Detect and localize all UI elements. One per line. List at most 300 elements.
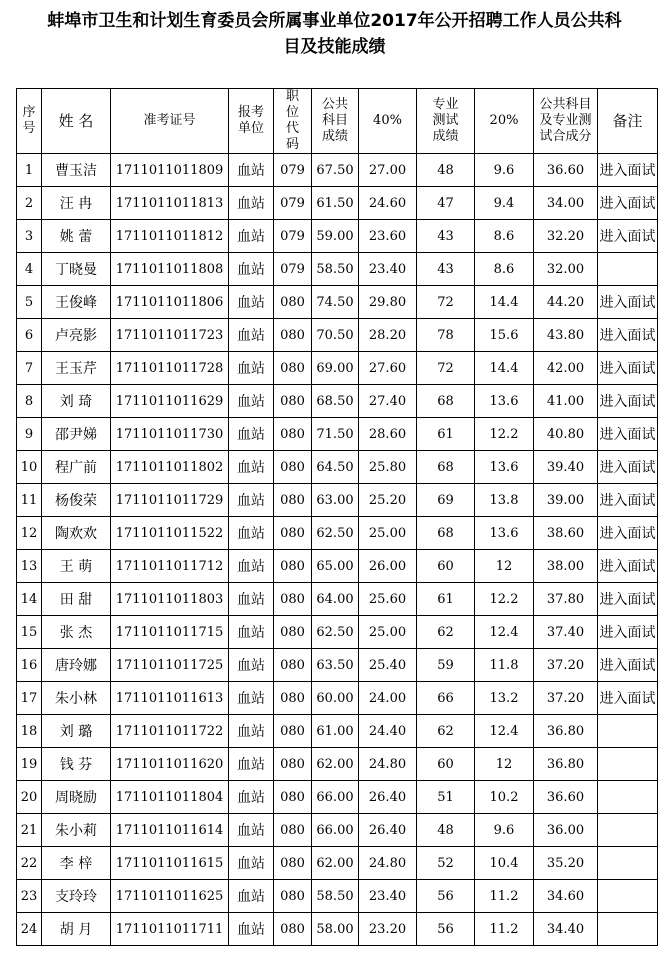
title-line-2: 目及技能成绩 (283, 37, 386, 57)
cell-public-score: 60.00 (312, 682, 359, 715)
cell-pct20: 9.6 (475, 154, 534, 187)
cell-pct20: 11.2 (475, 880, 534, 913)
cell-pct20: 14.4 (475, 286, 534, 319)
cell-remark: 进入面试 (598, 187, 658, 220)
cell-seq: 3 (17, 220, 42, 253)
cell-total: 37.40 (534, 616, 598, 649)
cell-pct20: 13.6 (475, 517, 534, 550)
table-row (17, 880, 658, 913)
cell-post: 079 (274, 253, 312, 286)
cell-pct40: 29.80 (359, 286, 417, 319)
table-row (17, 517, 658, 550)
cell-exam-no: 1711011011802 (111, 451, 229, 484)
cell-seq: 19 (17, 748, 42, 781)
cell-name: 朱小莉 (42, 814, 111, 847)
cell-name: 程广前 (42, 451, 111, 484)
cell-name: 胡 月 (42, 913, 111, 946)
cell-exam-no: 1711011011723 (111, 319, 229, 352)
cell-public-score: 63.00 (312, 484, 359, 517)
cell-public-score: 74.50 (312, 286, 359, 319)
cell-pct40: 23.40 (359, 253, 417, 286)
cell-post: 080 (274, 682, 312, 715)
cell-skill-score: 78 (417, 319, 475, 352)
cell-total: 34.00 (534, 187, 598, 220)
cell-skill-score: 72 (417, 352, 475, 385)
cell-pct20: 9.6 (475, 814, 534, 847)
cell-seq: 23 (17, 880, 42, 913)
table-row (17, 814, 658, 847)
cell-skill-score: 56 (417, 880, 475, 913)
cell-remark: 进入面试 (598, 154, 658, 187)
cell-total: 40.80 (534, 418, 598, 451)
cell-unit: 血站 (229, 154, 274, 187)
cell-post: 080 (274, 286, 312, 319)
cell-public-score: 64.50 (312, 451, 359, 484)
cell-unit: 血站 (229, 286, 274, 319)
cell-pct20: 13.8 (475, 484, 534, 517)
cell-name: 邵尹娣 (42, 418, 111, 451)
cell-name: 田 甜 (42, 583, 111, 616)
cell-pct20: 13.6 (475, 451, 534, 484)
cell-skill-score: 43 (417, 253, 475, 286)
cell-remark (598, 253, 658, 286)
cell-seq: 4 (17, 253, 42, 286)
cell-pct40: 25.00 (359, 616, 417, 649)
header-name: 姓 名 (42, 89, 111, 154)
cell-seq: 5 (17, 286, 42, 319)
cell-post: 080 (274, 715, 312, 748)
cell-public-score: 61.50 (312, 187, 359, 220)
cell-post: 079 (274, 154, 312, 187)
cell-exam-no: 1711011011711 (111, 913, 229, 946)
table-row (17, 748, 658, 781)
cell-unit: 血站 (229, 319, 274, 352)
cell-seq: 16 (17, 649, 42, 682)
cell-pct40: 24.80 (359, 847, 417, 880)
cell-post: 080 (274, 814, 312, 847)
cell-pct20: 12.4 (475, 715, 534, 748)
cell-total: 38.00 (534, 550, 598, 583)
cell-total: 34.60 (534, 880, 598, 913)
cell-name: 李 梓 (42, 847, 111, 880)
table-row (17, 220, 658, 253)
cell-name: 唐玲娜 (42, 649, 111, 682)
cell-exam-no: 1711011011804 (111, 781, 229, 814)
cell-pct40: 25.80 (359, 451, 417, 484)
cell-pct20: 8.6 (475, 253, 534, 286)
cell-exam-no: 1711011011729 (111, 484, 229, 517)
header-post: 职位代码 (274, 89, 312, 154)
header-row (17, 89, 658, 154)
table-row (17, 319, 658, 352)
cell-post: 080 (274, 352, 312, 385)
cell-remark (598, 880, 658, 913)
cell-pct20: 12 (475, 748, 534, 781)
table-row (17, 649, 658, 682)
table-row (17, 913, 658, 946)
cell-seq: 9 (17, 418, 42, 451)
cell-post: 079 (274, 220, 312, 253)
cell-pct40: 24.40 (359, 715, 417, 748)
cell-public-score: 63.50 (312, 649, 359, 682)
cell-total: 37.80 (534, 583, 598, 616)
cell-remark (598, 715, 658, 748)
title-line-1: 蚌埠市卫生和计划生育委员会所属事业单位2017年公开招聘工作人员公共科 (47, 11, 622, 31)
cell-total: 39.00 (534, 484, 598, 517)
cell-pct40: 25.00 (359, 517, 417, 550)
cell-exam-no: 1711011011808 (111, 253, 229, 286)
cell-remark: 进入面试 (598, 352, 658, 385)
cell-skill-score: 47 (417, 187, 475, 220)
cell-pct20: 12.4 (475, 616, 534, 649)
cell-post: 080 (274, 847, 312, 880)
cell-skill-score: 51 (417, 781, 475, 814)
cell-public-score: 66.00 (312, 781, 359, 814)
cell-pct40: 27.00 (359, 154, 417, 187)
cell-total: 36.80 (534, 748, 598, 781)
cell-exam-no: 1711011011615 (111, 847, 229, 880)
cell-unit: 血站 (229, 583, 274, 616)
cell-unit: 血站 (229, 814, 274, 847)
cell-remark: 进入面试 (598, 649, 658, 682)
cell-unit: 血站 (229, 748, 274, 781)
cell-name: 张 杰 (42, 616, 111, 649)
cell-seq: 1 (17, 154, 42, 187)
cell-total: 36.60 (534, 154, 598, 187)
table-row (17, 682, 658, 715)
cell-skill-score: 59 (417, 649, 475, 682)
cell-pct40: 25.20 (359, 484, 417, 517)
cell-pct20: 11.2 (475, 913, 534, 946)
cell-pct20: 12 (475, 550, 534, 583)
cell-remark (598, 748, 658, 781)
cell-name: 刘 璐 (42, 715, 111, 748)
cell-name: 周晓励 (42, 781, 111, 814)
cell-remark: 进入面试 (598, 418, 658, 451)
cell-post: 080 (274, 781, 312, 814)
cell-exam-no: 1711011011806 (111, 286, 229, 319)
cell-seq: 17 (17, 682, 42, 715)
cell-post: 080 (274, 484, 312, 517)
cell-seq: 7 (17, 352, 42, 385)
cell-exam-no: 1711011011625 (111, 880, 229, 913)
cell-seq: 15 (17, 616, 42, 649)
header-skill-score: 专业测试成绩 (417, 89, 475, 154)
cell-total: 34.40 (534, 913, 598, 946)
cell-total: 44.20 (534, 286, 598, 319)
cell-unit: 血站 (229, 781, 274, 814)
cell-skill-score: 48 (417, 814, 475, 847)
cell-post: 080 (274, 517, 312, 550)
cell-seq: 10 (17, 451, 42, 484)
cell-post: 080 (274, 616, 312, 649)
cell-name: 丁晓曼 (42, 253, 111, 286)
cell-pct20: 8.6 (475, 220, 534, 253)
cell-remark: 进入面试 (598, 550, 658, 583)
cell-post: 080 (274, 550, 312, 583)
cell-pct20: 10.2 (475, 781, 534, 814)
cell-skill-score: 62 (417, 616, 475, 649)
cell-seq: 11 (17, 484, 42, 517)
cell-pct40: 25.40 (359, 649, 417, 682)
cell-remark (598, 913, 658, 946)
cell-unit: 血站 (229, 847, 274, 880)
cell-public-score: 66.00 (312, 814, 359, 847)
cell-skill-score: 61 (417, 583, 475, 616)
cell-skill-score: 68 (417, 517, 475, 550)
cell-name: 朱小林 (42, 682, 111, 715)
cell-pct40: 27.40 (359, 385, 417, 418)
cell-name: 卢亮影 (42, 319, 111, 352)
cell-unit: 血站 (229, 682, 274, 715)
cell-name: 钱 芬 (42, 748, 111, 781)
cell-exam-no: 1711011011620 (111, 748, 229, 781)
cell-pct40: 23.40 (359, 880, 417, 913)
cell-pct40: 24.80 (359, 748, 417, 781)
table-header (17, 89, 658, 154)
header-pct40: 40% (359, 89, 417, 154)
table-row (17, 154, 658, 187)
table-row (17, 583, 658, 616)
cell-public-score: 64.00 (312, 583, 359, 616)
scores-table (16, 88, 658, 946)
cell-exam-no: 1711011011614 (111, 814, 229, 847)
cell-pct20: 11.8 (475, 649, 534, 682)
cell-total: 36.80 (534, 715, 598, 748)
cell-pct40: 26.00 (359, 550, 417, 583)
cell-pct40: 24.00 (359, 682, 417, 715)
cell-seq: 20 (17, 781, 42, 814)
cell-remark: 进入面试 (598, 484, 658, 517)
cell-seq: 21 (17, 814, 42, 847)
table-row (17, 286, 658, 319)
cell-total: 39.40 (534, 451, 598, 484)
header-seq: 序号 (17, 89, 42, 154)
cell-unit: 血站 (229, 451, 274, 484)
cell-post: 079 (274, 187, 312, 220)
cell-exam-no: 1711011011715 (111, 616, 229, 649)
cell-unit: 血站 (229, 253, 274, 286)
cell-total: 32.20 (534, 220, 598, 253)
cell-skill-score: 56 (417, 913, 475, 946)
cell-post: 080 (274, 583, 312, 616)
cell-public-score: 69.00 (312, 352, 359, 385)
cell-remark (598, 847, 658, 880)
header-remark: 备注 (598, 89, 658, 154)
table-body (17, 154, 658, 946)
cell-public-score: 67.50 (312, 154, 359, 187)
cell-skill-score: 48 (417, 154, 475, 187)
cell-exam-no: 1711011011803 (111, 583, 229, 616)
cell-post: 080 (274, 913, 312, 946)
cell-exam-no: 1711011011812 (111, 220, 229, 253)
cell-public-score: 65.00 (312, 550, 359, 583)
cell-unit: 血站 (229, 517, 274, 550)
cell-pct20: 9.4 (475, 187, 534, 220)
cell-exam-no: 1711011011522 (111, 517, 229, 550)
cell-total: 37.20 (534, 682, 598, 715)
cell-name: 王玉芹 (42, 352, 111, 385)
cell-remark: 进入面试 (598, 451, 658, 484)
cell-total: 37.20 (534, 649, 598, 682)
cell-name: 刘 琦 (42, 385, 111, 418)
cell-public-score: 58.50 (312, 253, 359, 286)
table-row (17, 451, 658, 484)
cell-unit: 血站 (229, 187, 274, 220)
cell-name: 王 萌 (42, 550, 111, 583)
cell-seq: 18 (17, 715, 42, 748)
table-row (17, 616, 658, 649)
cell-post: 080 (274, 418, 312, 451)
cell-skill-score: 61 (417, 418, 475, 451)
cell-pct20: 15.6 (475, 319, 534, 352)
cell-public-score: 62.50 (312, 616, 359, 649)
table-row (17, 418, 658, 451)
table-row (17, 550, 658, 583)
cell-seq: 13 (17, 550, 42, 583)
cell-skill-score: 60 (417, 748, 475, 781)
cell-exam-no: 1711011011613 (111, 682, 229, 715)
header-unit: 报考单位 (229, 89, 274, 154)
cell-pct20: 12.2 (475, 418, 534, 451)
cell-seq: 6 (17, 319, 42, 352)
table-row (17, 715, 658, 748)
cell-skill-score: 66 (417, 682, 475, 715)
cell-unit: 血站 (229, 880, 274, 913)
cell-seq: 8 (17, 385, 42, 418)
cell-remark: 进入面试 (598, 583, 658, 616)
cell-remark: 进入面试 (598, 517, 658, 550)
cell-seq: 2 (17, 187, 42, 220)
document-title (0, 0, 669, 76)
cell-pct40: 27.60 (359, 352, 417, 385)
cell-name: 王俊峰 (42, 286, 111, 319)
header-total: 公共科目及专业测试合成分 (534, 89, 598, 154)
cell-remark (598, 781, 658, 814)
header-exam-no: 准考证号 (111, 89, 229, 154)
cell-exam-no: 1711011011725 (111, 649, 229, 682)
cell-unit: 血站 (229, 418, 274, 451)
cell-exam-no: 1711011011629 (111, 385, 229, 418)
cell-pct40: 23.20 (359, 913, 417, 946)
table-row (17, 781, 658, 814)
cell-seq: 14 (17, 583, 42, 616)
cell-seq: 12 (17, 517, 42, 550)
cell-total: 35.20 (534, 847, 598, 880)
cell-remark: 进入面试 (598, 220, 658, 253)
cell-name: 姚 蕾 (42, 220, 111, 253)
cell-post: 080 (274, 385, 312, 418)
cell-post: 080 (274, 748, 312, 781)
cell-unit: 血站 (229, 715, 274, 748)
cell-exam-no: 1711011011730 (111, 418, 229, 451)
cell-public-score: 58.50 (312, 880, 359, 913)
cell-skill-score: 60 (417, 550, 475, 583)
cell-total: 36.60 (534, 781, 598, 814)
cell-skill-score: 69 (417, 484, 475, 517)
cell-pct40: 25.60 (359, 583, 417, 616)
cell-pct40: 26.40 (359, 814, 417, 847)
cell-skill-score: 72 (417, 286, 475, 319)
cell-total: 36.00 (534, 814, 598, 847)
cell-pct20: 14.4 (475, 352, 534, 385)
cell-post: 080 (274, 880, 312, 913)
cell-remark: 进入面试 (598, 682, 658, 715)
cell-name: 杨俊荣 (42, 484, 111, 517)
cell-exam-no: 1711011011813 (111, 187, 229, 220)
cell-unit: 血站 (229, 220, 274, 253)
table-row (17, 187, 658, 220)
cell-pct20: 13.6 (475, 385, 534, 418)
cell-pct40: 28.20 (359, 319, 417, 352)
cell-name: 陶欢欢 (42, 517, 111, 550)
table-row (17, 847, 658, 880)
cell-public-score: 62.00 (312, 748, 359, 781)
cell-total: 32.00 (534, 253, 598, 286)
cell-exam-no: 1711011011809 (111, 154, 229, 187)
cell-public-score: 58.00 (312, 913, 359, 946)
cell-total: 43.80 (534, 319, 598, 352)
cell-unit: 血站 (229, 550, 274, 583)
cell-unit: 血站 (229, 616, 274, 649)
cell-total: 38.60 (534, 517, 598, 550)
cell-public-score: 62.00 (312, 847, 359, 880)
table-row (17, 385, 658, 418)
table-row (17, 352, 658, 385)
cell-total: 41.00 (534, 385, 598, 418)
cell-pct40: 26.40 (359, 781, 417, 814)
cell-unit: 血站 (229, 484, 274, 517)
table-row (17, 253, 658, 286)
cell-pct20: 12.2 (475, 583, 534, 616)
header-pct20: 20% (475, 89, 534, 154)
cell-name: 曹玉洁 (42, 154, 111, 187)
cell-pct40: 28.60 (359, 418, 417, 451)
cell-remark: 进入面试 (598, 319, 658, 352)
cell-remark: 进入面试 (598, 286, 658, 319)
cell-seq: 24 (17, 913, 42, 946)
cell-exam-no: 1711011011722 (111, 715, 229, 748)
cell-name: 汪 冉 (42, 187, 111, 220)
cell-unit: 血站 (229, 352, 274, 385)
cell-name: 支玲玲 (42, 880, 111, 913)
cell-pct40: 23.60 (359, 220, 417, 253)
cell-total: 42.00 (534, 352, 598, 385)
cell-unit: 血站 (229, 913, 274, 946)
cell-remark (598, 814, 658, 847)
cell-pct20: 13.2 (475, 682, 534, 715)
cell-pct20: 10.4 (475, 847, 534, 880)
cell-remark: 进入面试 (598, 385, 658, 418)
cell-skill-score: 43 (417, 220, 475, 253)
cell-post: 080 (274, 451, 312, 484)
cell-exam-no: 1711011011728 (111, 352, 229, 385)
cell-public-score: 71.50 (312, 418, 359, 451)
cell-seq: 22 (17, 847, 42, 880)
cell-unit: 血站 (229, 385, 274, 418)
cell-skill-score: 52 (417, 847, 475, 880)
cell-skill-score: 68 (417, 451, 475, 484)
cell-skill-score: 68 (417, 385, 475, 418)
cell-post: 080 (274, 319, 312, 352)
cell-unit: 血站 (229, 649, 274, 682)
cell-post: 080 (274, 649, 312, 682)
header-public-score: 公共科目成绩 (312, 89, 359, 154)
cell-exam-no: 1711011011712 (111, 550, 229, 583)
cell-pct40: 24.60 (359, 187, 417, 220)
cell-public-score: 61.00 (312, 715, 359, 748)
cell-remark: 进入面试 (598, 616, 658, 649)
